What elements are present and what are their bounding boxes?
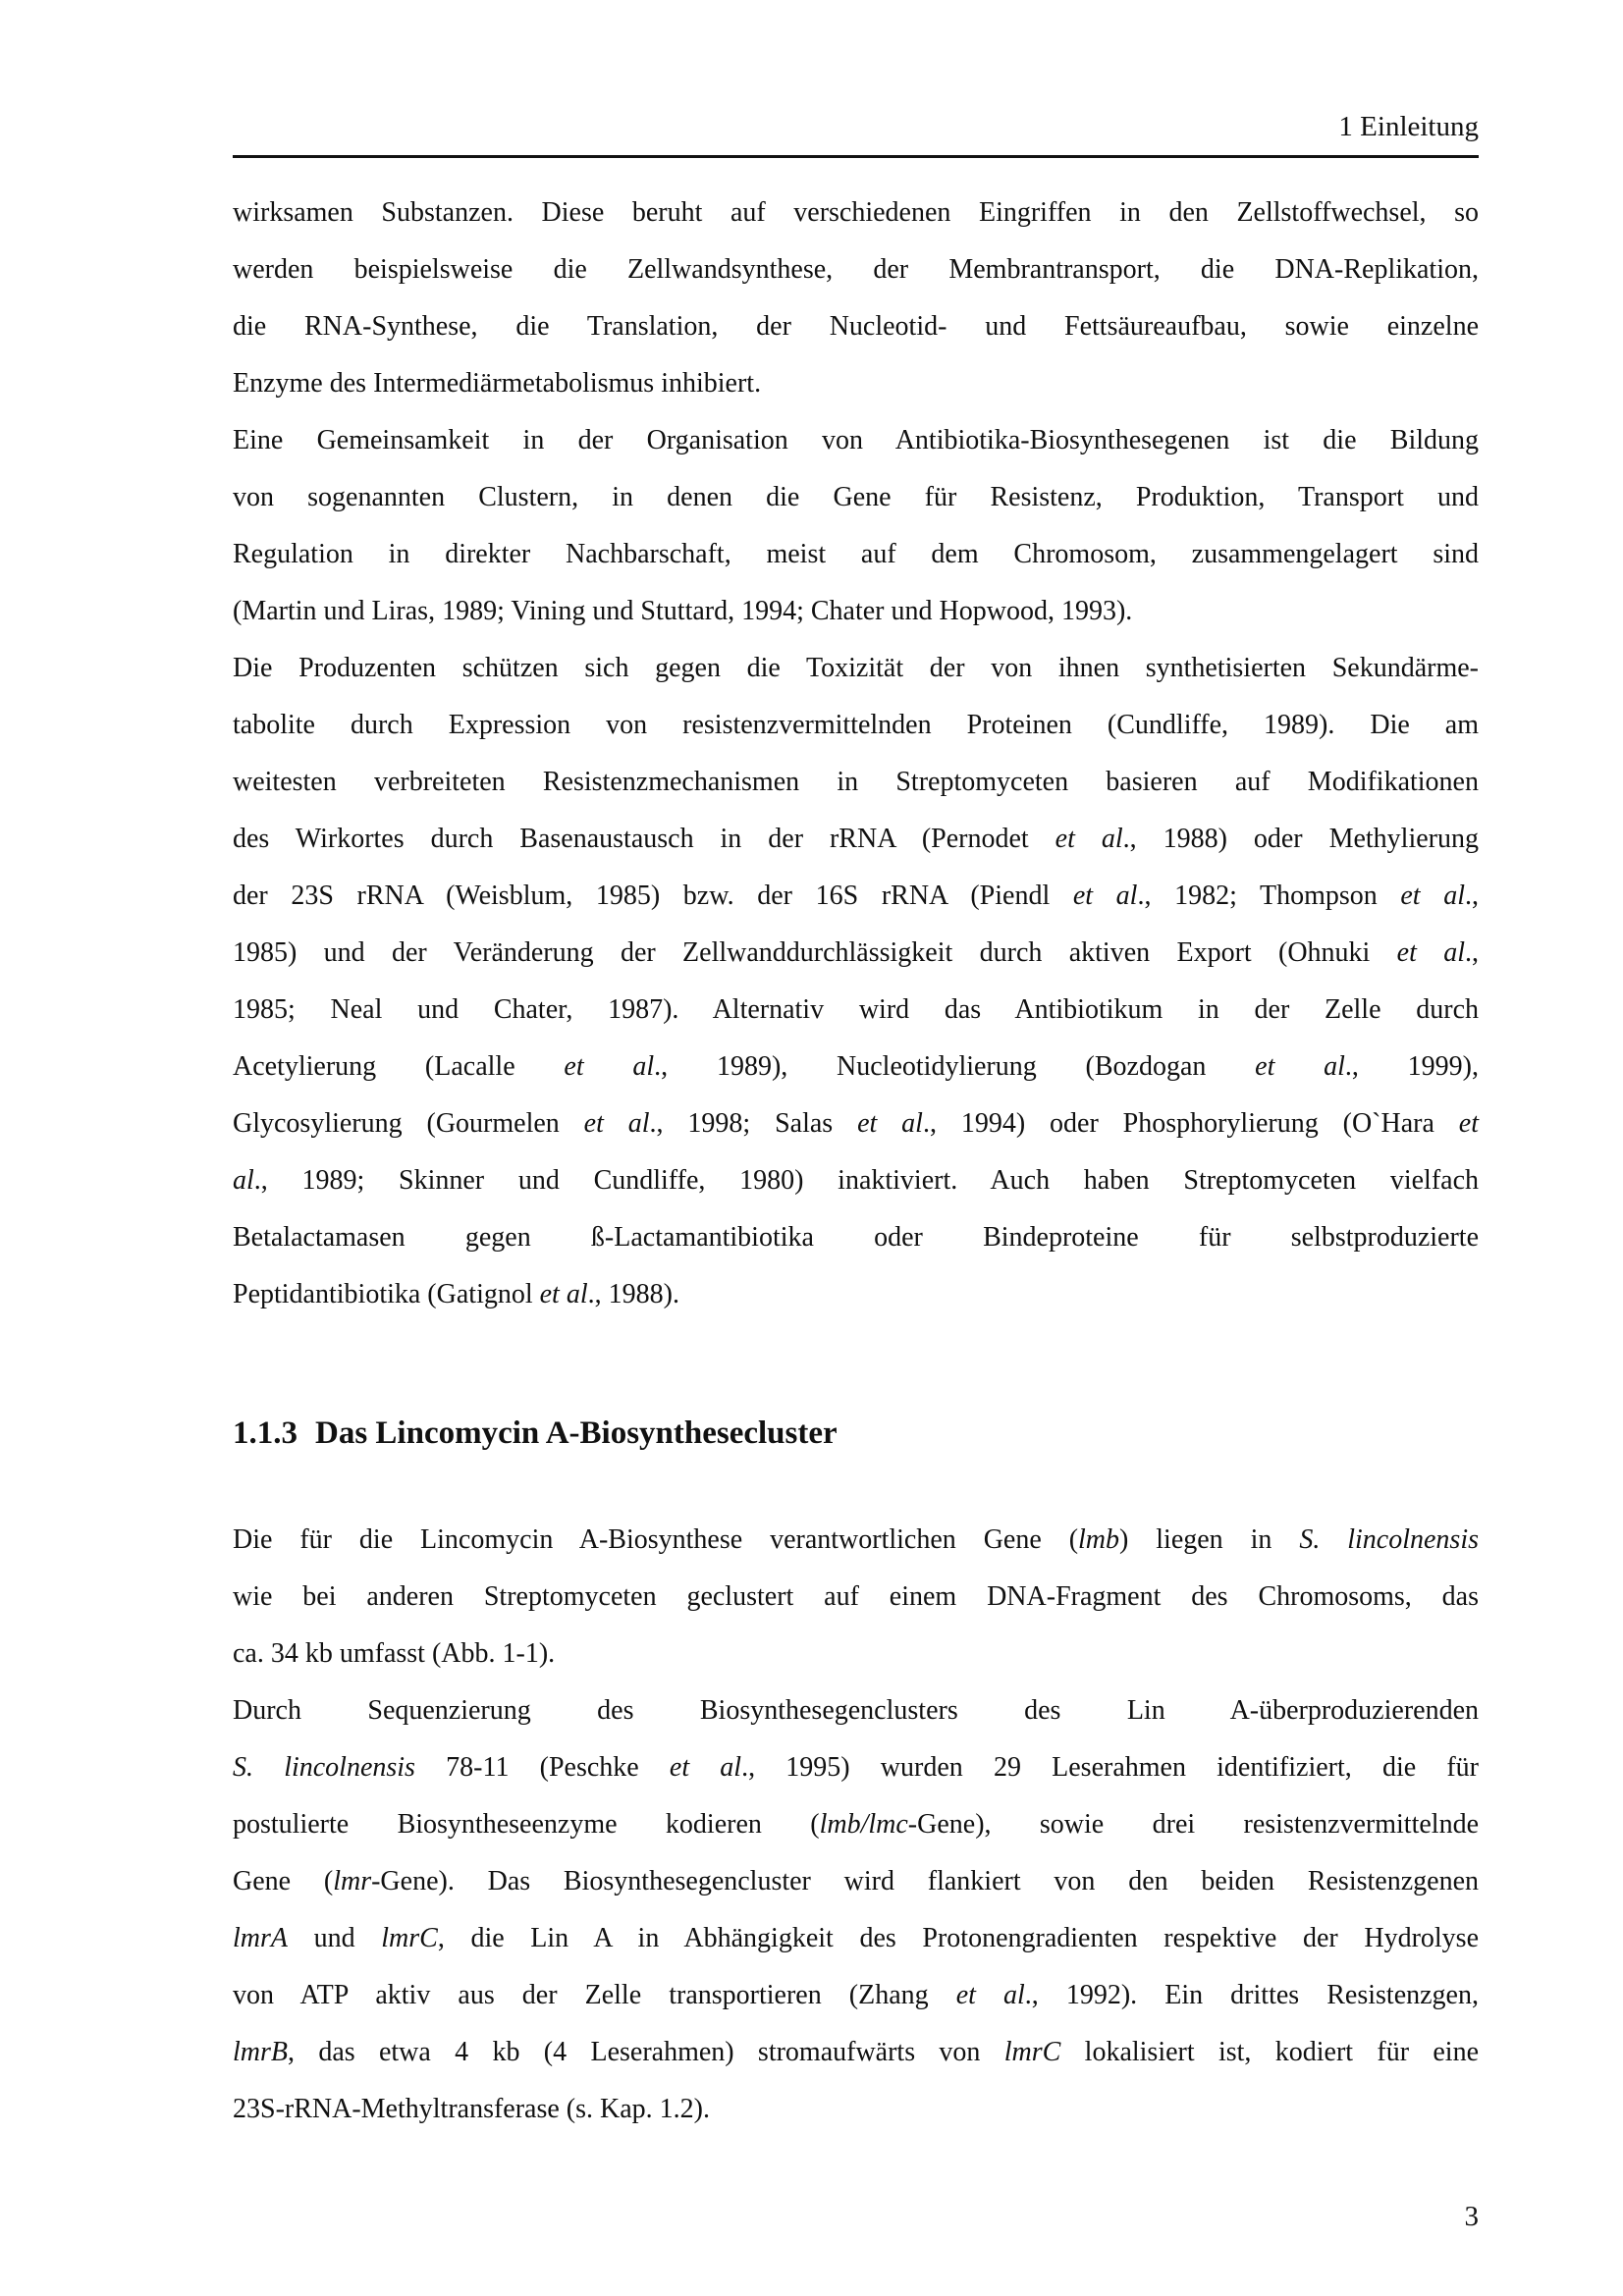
text-segment: Die Produzenten schützen sich gegen die Toxizität der von ihnen synthetisierten Sekundärme- — [233, 653, 1479, 683]
text-segment: Glycosylierung (Gourmelen — [233, 1108, 584, 1139]
text-line — [233, 1682, 1479, 1739]
text-line — [233, 2024, 1479, 2081]
text-line — [233, 640, 1479, 697]
paragraph — [233, 412, 1479, 640]
text-segment: Betalactamasen gegen ß-Lactamantibiotika oder Bindeproteine für selbstproduzierte — [233, 1222, 1479, 1253]
text-segment: ., 1989), Nucleotidylierung (Bozdogan — [654, 1051, 1256, 1082]
italic-text: et al — [955, 1980, 1025, 2010]
text-segment: der 23S rRNA (Weisblum, 1985) bzw. der 16S rRNA (Piendl — [233, 881, 1073, 911]
text-line — [233, 1152, 1479, 1209]
text-line — [233, 1853, 1479, 1910]
text-line — [233, 1739, 1479, 1796]
italic-text: al — [233, 1165, 254, 1196]
text-line — [233, 1910, 1479, 1967]
italic-text: et al — [669, 1752, 742, 1783]
italic-text: lmr — [333, 1866, 372, 1896]
text-segment: wie bei anderen Streptomyceten geclustert auf einem DNA-Fragment des Chromosoms, das — [233, 1581, 1479, 1612]
section-number: 1.1.3 — [233, 1415, 298, 1451]
italic-text: lmrA — [233, 1923, 288, 1953]
text-line — [233, 868, 1479, 925]
text-segment: (Martin und Liras, 1989; Vining und Stuttard, 1994; Chater und Hopwood, 1993). — [233, 596, 1133, 626]
text-line — [233, 469, 1479, 526]
text-segment: 78-11 (Peschke — [414, 1752, 670, 1783]
text-segment: tabolite durch Expression von resistenzvermittelnden Proteinen (Cundliffe, 1989). Die am — [233, 710, 1479, 740]
text-line — [233, 1209, 1479, 1266]
text-segment: ., — [1465, 937, 1479, 968]
text-line — [233, 526, 1479, 583]
italic-text: lmrC — [1003, 2037, 1061, 2067]
text-segment: ca. 34 kb umfasst (Abb. 1-1). — [233, 1638, 556, 1669]
text-segment: Peptidantibiotika (Gatignol — [233, 1279, 540, 1309]
text-segment: 1985) und der Veränderung der Zellwanddurchlässigkeit durch aktiven Export (Ohnuki — [233, 937, 1397, 968]
text-segment: Gene ( — [233, 1866, 334, 1896]
text-segment: ., 1994) oder Phosphorylierung (O`Hara — [922, 1108, 1459, 1139]
text-segment: weitesten verbreiteten Resistenzmechanismen in Streptomyceten basieren auf Modifikationen — [233, 767, 1479, 797]
section-title: Das Lincomycin A-Biosynthesecluster — [315, 1415, 838, 1451]
text-line — [233, 1095, 1479, 1152]
italic-text: lmrB — [233, 2037, 288, 2067]
italic-text: et — [1458, 1108, 1479, 1139]
text-segment: ) liegen in — [1119, 1524, 1300, 1555]
italic-text: et al — [539, 1279, 588, 1309]
italic-text: et al — [1255, 1051, 1345, 1082]
text-segment: -Gene). Das Biosynthesegencluster wird flankiert von den beiden Resistenzgenen — [371, 1866, 1479, 1896]
text-line — [233, 811, 1479, 868]
italic-text: lmb — [1078, 1524, 1120, 1555]
text-segment: ., 1998; Salas — [649, 1108, 858, 1139]
text-segment: 23S-rRNA-Methyltransferase (s. Kap. 1.2). — [233, 2094, 710, 2124]
text-segment: ., 1999), — [1344, 1051, 1479, 1082]
body-text-bottom — [233, 1512, 1479, 2138]
italic-text: et al — [564, 1051, 655, 1082]
text-line — [233, 1569, 1479, 1626]
text-line — [233, 1626, 1479, 1682]
text-segment: lokalisiert ist, kodiert für eine — [1060, 2037, 1479, 2067]
text-line — [233, 241, 1479, 298]
text-line — [233, 2081, 1479, 2138]
paragraph — [233, 640, 1479, 1323]
text-line — [233, 1967, 1479, 2024]
text-line — [233, 754, 1479, 811]
italic-text: et al — [583, 1108, 650, 1139]
text-segment: 1985; Neal und Chater, 1987). Alternativ wird das Antibiotikum in der Zelle durch — [233, 994, 1479, 1025]
text-segment: wirksamen Substanzen. Diese beruht auf verschiedenen Eingriffen in den Zellstoffwechsel, so — [233, 197, 1479, 228]
text-segment: ., 1982; Thompson — [1137, 881, 1401, 911]
text-line — [233, 412, 1479, 469]
text-line — [233, 1512, 1479, 1569]
italic-text: et al — [1072, 881, 1138, 911]
text-line — [233, 355, 1479, 412]
text-segment: von ATP aktiv aus der Zelle transportieren (Zhang — [233, 1980, 956, 2010]
paragraph — [233, 1682, 1479, 2138]
paragraph — [233, 1512, 1479, 1682]
text-segment: Eine Gemeinsamkeit in der Organisation von Antibiotika-Biosynthesegenen ist die Bildung — [233, 425, 1479, 455]
text-line — [233, 925, 1479, 982]
page-number: 3 — [1464, 2201, 1479, 2232]
italic-text: et al — [1055, 824, 1123, 854]
text-segment: Enzyme des Intermediärmetabolismus inhibiert. — [233, 368, 762, 399]
text-segment: , die Lin A in Abhängigkeit des Protonengradienten respektive der Hydrolyse — [437, 1923, 1479, 1953]
text-segment: , das etwa 4 kb (4 Leserahmen) stromaufwärts von — [288, 2037, 1004, 2067]
text-segment: ., — [1464, 881, 1479, 911]
italic-text: et al — [857, 1108, 923, 1139]
text-line — [233, 1796, 1479, 1853]
text-line — [233, 1266, 1479, 1323]
text-segment: ., 1992). Ein drittes Resistenzgen, — [1024, 1980, 1479, 2010]
text-line — [233, 185, 1479, 241]
text-line — [233, 697, 1479, 754]
text-line — [233, 583, 1479, 640]
text-segment: Die für die Lincomycin A-Biosynthese verantwortlichen Gene ( — [233, 1524, 1079, 1555]
italic-text: lmrC — [381, 1923, 438, 1953]
body-text-top — [233, 185, 1479, 1323]
italic-text: et al — [1400, 881, 1465, 911]
italic-text: et al — [1396, 937, 1465, 968]
text-segment: -Gene), sowie drei resistenzvermittelnde — [907, 1809, 1479, 1840]
italic-text: lmb/lmc — [819, 1809, 908, 1840]
italic-text: S. lincolnensis — [233, 1752, 415, 1783]
text-segment: ., 1989; Skinner und Cundliffe, 1980) inaktiviert. Auch haben Streptomyceten vielfach — [253, 1165, 1479, 1196]
text-segment: ., 1988). — [587, 1279, 679, 1309]
text-segment: postulierte Biosyntheseenzyme kodieren ( — [233, 1809, 820, 1840]
section-heading — [233, 1414, 838, 1453]
paragraph — [233, 185, 1479, 412]
header-rule — [233, 155, 1479, 158]
text-segment: Regulation in direkter Nachbarschaft, meist auf dem Chromosom, zusammengelagert sind — [233, 539, 1479, 569]
text-line — [233, 982, 1479, 1039]
text-line — [233, 1039, 1479, 1095]
text-segment: des Wirkortes durch Basenaustausch in der rRNA (Pernodet — [233, 824, 1055, 854]
text-segment: ., 1995) wurden 29 Leserahmen identifiziert, die für — [741, 1752, 1479, 1783]
text-segment: die RNA-Synthese, die Translation, der Nucleotid- und Fettsäureaufbau, sowie einzelne — [233, 311, 1479, 342]
text-segment: ., 1988) oder Methylierung — [1122, 824, 1479, 854]
italic-text: S. lincolnensis — [1299, 1524, 1479, 1555]
text-line — [233, 298, 1479, 355]
text-segment: werden beispielsweise die Zellwandsynthese, der Membrantransport, die DNA-Replikation, — [233, 254, 1479, 285]
text-segment: und — [288, 1923, 382, 1953]
text-segment: Durch Sequenzierung des Biosynthesegenclusters des Lin A-überproduzierenden — [233, 1695, 1479, 1726]
text-segment: von sogenannten Clustern, in denen die Gene für Resistenz, Produktion, Transport und — [233, 482, 1479, 512]
text-segment: Acetylierung (Lacalle — [233, 1051, 565, 1082]
running-header: 1 Einleitung — [1338, 111, 1479, 142]
